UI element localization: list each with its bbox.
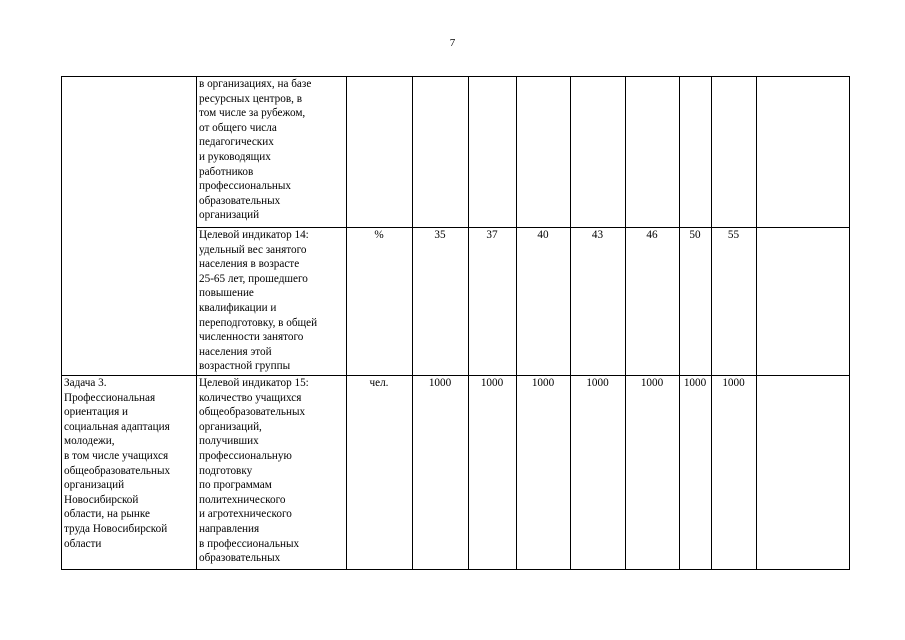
value-cell: 35 (413, 228, 469, 376)
cell-text-line: в организациях, на базе (199, 78, 312, 90)
cell-text-line: области, на рынке (64, 508, 150, 521)
cell-text-line: образовательных (199, 194, 281, 207)
unit-cell: % (347, 228, 413, 376)
cell-text-line: молодежи, (64, 435, 115, 448)
cell-text-line: численности занятого (199, 331, 304, 344)
table-row (62, 376, 850, 570)
cell-text-line: квалификации и (199, 301, 277, 314)
cell-text-line: удельный вес занятого (199, 243, 307, 256)
cell-text-line: направления (199, 522, 260, 535)
cell-text-line: организаций, (199, 420, 262, 433)
value-cell: 1000 (571, 376, 626, 570)
cell-text-line: образовательных (199, 552, 281, 565)
value-cell: 46 (626, 228, 680, 376)
value-cell (517, 77, 571, 228)
note-cell (757, 376, 850, 570)
note-cell (757, 228, 850, 376)
value-cell: 37 (469, 228, 517, 376)
cell-text-line: по программам (199, 479, 272, 492)
cell-text-line: том числе за рубежом, (199, 107, 306, 120)
value-cell: 1000 (680, 376, 712, 570)
cell-text-line: организаций (199, 209, 260, 222)
cell-text-line: и агротехнического (199, 508, 292, 521)
cell-text-line: возрастной группы (199, 360, 291, 373)
cell-text-line: педагогических (199, 136, 274, 149)
note-cell (757, 77, 850, 228)
cell-text-line: населения этой (199, 345, 272, 358)
cell-text-line: от общего числа (199, 121, 277, 134)
cell-text-line: Целевой индикатор 15: (199, 377, 309, 389)
task-cell (62, 376, 197, 570)
value-cell: 50 (680, 228, 712, 376)
indicator-cell (197, 228, 347, 376)
cell-text-line: политехнического (199, 493, 286, 506)
indicators-table (61, 76, 850, 570)
cell-text-line: подготовку (199, 464, 253, 477)
cell-text-line: получивших (199, 435, 259, 448)
value-cell (469, 77, 517, 228)
cell-text-line: социальная адаптация (64, 420, 170, 433)
value-cell (712, 77, 757, 228)
cell-text-line: ориентация и (64, 406, 129, 419)
cell-text-line: количество учащихся (199, 391, 302, 404)
table-row (62, 77, 850, 228)
cell-text-line: Целевой индикатор 14: (199, 229, 309, 241)
value-cell (571, 77, 626, 228)
cell-text-line: организаций (64, 479, 125, 492)
value-cell (413, 77, 469, 228)
cell-text-line: и руководящих (199, 150, 271, 163)
cell-text-line: населения в возрасте (199, 258, 300, 271)
cell-text-line: профессиональных (199, 180, 292, 193)
value-cell: 40 (517, 228, 571, 376)
value-cell (626, 77, 680, 228)
task-cell (62, 77, 197, 376)
cell-text-line: работников (199, 165, 254, 178)
cell-text-line: переподготовку, в общей (199, 316, 318, 329)
cell-text-line: профессиональную (199, 449, 292, 462)
cell-text-line: общеобразовательных (64, 464, 171, 477)
cell-text-line: повышение (199, 287, 254, 300)
unit-cell (347, 77, 413, 228)
value-cell: 1000 (626, 376, 680, 570)
value-cell: 43 (571, 228, 626, 376)
indicator-cell (197, 77, 347, 228)
cell-text-line: Новосибирской (64, 493, 139, 506)
cell-text-line: области (64, 537, 102, 550)
value-cell: 1000 (517, 376, 571, 570)
value-cell: 1000 (712, 376, 757, 570)
cell-text-line: в том числе учащихся (64, 449, 169, 462)
indicator-cell (197, 376, 347, 570)
cell-text-line: ресурсных центров, в (199, 92, 303, 105)
cell-text-line: 25-65 лет, прошедшего (199, 272, 308, 285)
cell-text-line: общеобразовательных (199, 406, 306, 419)
cell-text-line: Профессиональная (64, 391, 156, 404)
cell-text-line: в профессиональных (199, 537, 300, 550)
cell-text-line: Задача 3. (64, 377, 107, 389)
value-cell: 1000 (469, 376, 517, 570)
value-cell (680, 77, 712, 228)
value-cell: 1000 (413, 376, 469, 570)
value-cell: 55 (712, 228, 757, 376)
unit-cell: чел. (347, 376, 413, 570)
page-number: 7 (449, 37, 456, 49)
cell-text-line: труда Новосибирской (64, 522, 168, 535)
